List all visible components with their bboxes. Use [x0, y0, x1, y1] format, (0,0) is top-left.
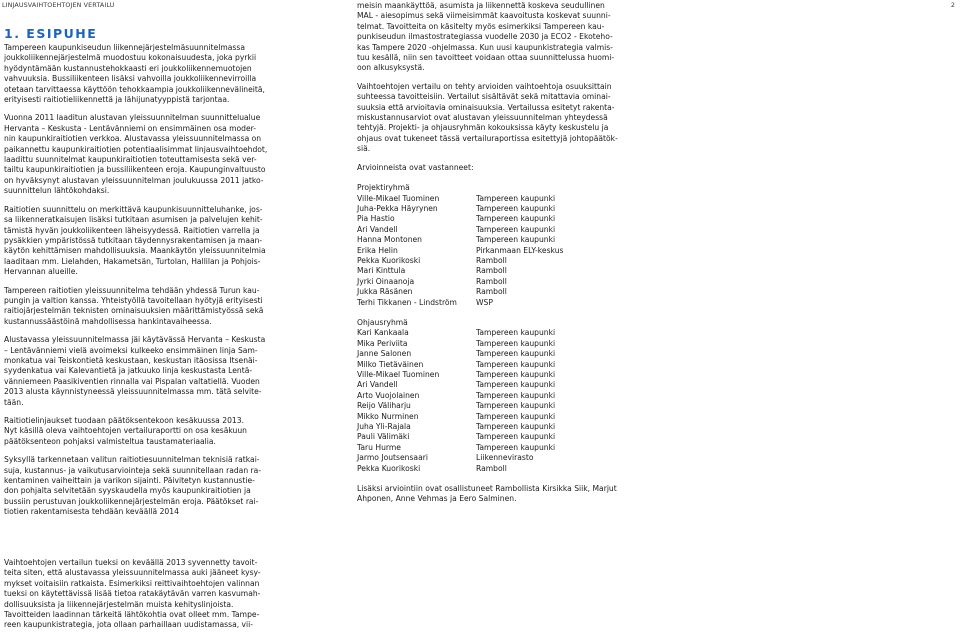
- member-name: Erika Helin: [357, 245, 398, 255]
- member-name: Pauli Välimäki: [357, 432, 410, 442]
- member-organization: Tampereen kaupunki: [476, 224, 556, 234]
- member-name: Juha-Pekka Häyrynen: [357, 203, 438, 213]
- member-organization: Ramboll: [476, 276, 507, 286]
- member-organization: Tampereen kaupunki: [476, 338, 556, 348]
- steering-group-title: Ohjausryhmä: [357, 317, 408, 327]
- member-name: Pekka Kuorikoski: [357, 255, 421, 265]
- member-organization: Tampereen kaupunki: [476, 370, 556, 379]
- member-organization: Ramboll: [476, 287, 507, 297]
- member-row: [357, 422, 555, 432]
- member-row: [357, 401, 555, 411]
- member-organization: Tampereen kaupunki: [476, 422, 556, 432]
- member-organization: Liikennevirasto: [476, 453, 534, 463]
- member-row: [357, 256, 564, 266]
- member-row: [357, 391, 555, 401]
- member-row: [357, 225, 564, 235]
- member-name: Mari Kinttula: [357, 266, 406, 276]
- member-name: Reijo Väliharju: [357, 401, 411, 411]
- member-name: Ville-Mikael Tuominen: [357, 193, 440, 203]
- paragraph: Vaihtoehtojen vertailun tueksi on keväällä 2013 syvennetty tavoit- teita siten, että alustavassa yleissuunnitelmassa auki jääneet kysy- mykset voitaisiin ratkaista. Esimerkiksi reittivaihtoehtojen valinnan tueksi on käytettävissä lisää tietoa ratakäytävän varren kasvumah- dollisuuksista ja liikennejärjestelmän muista kehityslinjoista. Tavoitteiden laadinnan tärkeitä lähtökohtia ovat olleet mm. Tampe- reen kaupunkistrategia, jota ollaan parhaillaan uudistamassa, vii-: [4, 558, 261, 630]
- member-row: [357, 204, 564, 214]
- evaluators-label: Arvioinneista ovat vastanneet:: [357, 162, 474, 172]
- member-row: [357, 412, 555, 422]
- member-name: Pekka Kuorikoski: [357, 463, 421, 473]
- right-column: [357, 1, 657, 505]
- member-row: [357, 266, 564, 276]
- member-name: Pia Hastio: [357, 214, 395, 224]
- paragraph: Tampereen raitiotien yleissuunnitelma tehdään yhdessä Turun kau- pungin ja valtion kanssa. Yhteistyöllä tavoitellaan hyötyjä erityisesti raitiojärjestelmän teknisten ominaisuuksien määrittämistyössä sekä kustannussäästöinä mahdollisessa hankintavaiheessa.: [4, 285, 264, 326]
- member-organization: Ramboll: [476, 266, 507, 276]
- paragraph: Vuonna 2011 laaditun alustavan yleissuunnitelman suunnittelualue Hervanta – Keskusta - Lentävänniemi on ensimmäinen osa moder- nin kaupunkiraitiotien verkkoa. Alustavassa yleissuunnitelmassa on paikannettu kaupunkiraitiotien potentiaalisimmat linjausvaihtoehdot, laadittu suunnitelmat kaupunkiraitiotien toteuttamisesta sekä ver- tailtu kaupunkiraitiotien ja bussiliikenteen eroja. Kaupunginvaltuusto on hyväksynyt alustavan yleissuunnitelman joulukuussa 2011 jatko- suunnittelun lähtökohdaksi.: [4, 113, 268, 196]
- member-name: Juha Yli-Rajala: [357, 422, 411, 432]
- steering-group-list: [357, 328, 555, 474]
- paragraph: Tampereen kaupunkiseudun liikennejärjestelmäsuunnitelmassa joukkoliikennejärjestelmä muodostuu kokonaisuudesta, joka pyrkii hyödyntämään kustannustehokkaasti eri joukkoliikennemuotojen vahvuuksia. Bussiliikenteen lisäksi vahvoilla joukkoliikennevirroilla otetaan tarvittaessa käyttöön tehokkaampia joukkoliikennevälineitä, erityisesti raitiotieliikennettä ja lähijunatyyppistä tarjontaa.: [4, 43, 265, 105]
- member-organization: Tampereen kaupunki: [476, 411, 556, 421]
- member-row: [357, 298, 564, 308]
- member-name: Arto Vuojolainen: [357, 390, 420, 400]
- member-organization: Tampereen kaupunki: [476, 359, 556, 369]
- member-row: [357, 339, 555, 349]
- member-name: Terhi Tikkanen - Lindström: [357, 297, 457, 307]
- member-name: Mika Periviita: [357, 338, 408, 348]
- member-row: [357, 246, 564, 256]
- bottom-paragraph-block: [4, 558, 306, 631]
- member-organization: Tampereen kaupunki: [476, 193, 556, 203]
- member-organization: Ramboll: [476, 463, 507, 473]
- project-group-title: Projektiryhmä: [357, 183, 410, 193]
- member-row: [357, 277, 564, 287]
- running-header-title: LINJAUSVAIHTOEHTOJEN VERTAILU: [2, 1, 115, 9]
- member-row: [357, 443, 555, 453]
- member-organization: Ramboll: [476, 255, 507, 265]
- member-row: [357, 349, 555, 359]
- member-organization: Tampereen kaupunki: [476, 203, 556, 213]
- member-organization: Tampereen kaupunki: [476, 214, 556, 224]
- member-name: Taru Hurme: [357, 442, 401, 452]
- section-heading: 1. ESIPUHE: [4, 26, 98, 41]
- paragraph: Vaihtoehtojen vertailu on tehty arvioiden vaihtoehtoja osuuksittain suhteessa tavoitteisiin. Vertailut sisältävät sekä mitattavia ominai- suuksia että arvioitavia ominaisuuksia. Vertailussa esitetyt rakenta- miskustannusarviot ovat alustavan yleissuunnitelman yhteydessä tehtyjä. Projekti- ja ohjausryhmän kokouksissa käyty keskustelu ja ohjaus ovat tukeneet tässä vertailuraportissa esitettyjä johtopäätök- siä.: [357, 81, 618, 154]
- member-row: [357, 328, 555, 338]
- member-row: [357, 370, 555, 380]
- paragraph: meisin maankäyttöä, asumista ja liikennettä koskeva seudullinen MAL - aiesopimus sekä viimeisimmät kaavoitusta koskevat suunni- telmat. Tavoitteita on käsitelty myös esimerkiksi Tampereen kau- punkiseudun ilmastostrategiassa vuodelle 2030 ja ECO2 - Ekoteho- kas Tampere 2020 -ohjelmassa. Kun uusi kaupunkistrategia valmis- tuu kesällä, niin sen tavoitteet voidaan ottaa suunnittelussa huomi- oon alkusyksystä.: [357, 1, 615, 73]
- page-number: 2: [950, 1, 955, 9]
- member-organization: WSP: [476, 297, 493, 307]
- member-row: [357, 194, 564, 204]
- project-group-list: [357, 194, 564, 308]
- member-row: [357, 360, 555, 370]
- member-organization: Tampereen kaupunki: [476, 235, 556, 245]
- member-row: [357, 380, 555, 390]
- member-row: [357, 453, 555, 463]
- paragraph: Syksyllä tarkennetaan valitun raitiotiesuunnitelman teknisiä ratkai- suja, kustannus- ja vaikutusarviointeja sekä suunnitellaan radan ra- kentaminen vaiheittain ja varikon sijainti. Päivitetyn kustannustie- don pohjalta selvitetään syyskaudella myös kaupunkiraitiotien ja bussiin perustuvan joukkoliikennejärjestelmän eroja. Päätökset rai- tiotien rakentamisesta tehdään keväällä 2014: [4, 455, 262, 517]
- member-organization: Tampereen kaupunki: [476, 328, 556, 338]
- left-column: [4, 43, 306, 518]
- paragraph: Raitiotien suunnittelu on merkittävä kaupunkisuunnitteluhanke, jos- sa liikenneratkaisujen lisäksi tutkitaan asumisen ja palvelujen kehit- tämistä hyvän joukkoliikenteen läheisyydessä. Raitiotien varrella ja pysäkkien ympäristössä tutkitaan täydennysrakentamisen ja maan- käytön kehittämisen mahdollisuuksia. Maankäytön yleissuunnitelmia laaditaan mm. Lielahden, Hakametsän, Turtolan, Hallilan ja Pohjois- Hervannan alueille.: [4, 204, 266, 277]
- member-name: Jyrki Oinaanoja: [357, 276, 415, 286]
- member-organization: Tampereen kaupunki: [476, 349, 556, 359]
- member-name: Jukka Räsänen: [357, 287, 413, 297]
- member-row: [357, 287, 564, 297]
- member-name: Jarmo Joutsensaari: [357, 453, 428, 463]
- member-name: Milko Tietäväinen: [357, 359, 424, 369]
- member-name: Hanna Montonen: [357, 235, 422, 245]
- member-row: [357, 214, 564, 224]
- member-name: Ari Vandell: [357, 224, 398, 234]
- paragraph: Lisäksi arviointiin ovat osallistuneet Rambollista Kirsikka Siik, Marjut Ahponen, Anne Vehmas ja Eero Salminen.: [357, 484, 617, 504]
- member-row: [357, 432, 555, 442]
- member-name: Ville-Mikael Tuominen: [357, 370, 440, 379]
- paragraph: Raitiotielinjaukset tuodaan päätöksentekoon kesäkuussa 2013. Nyt käsillä oleva vaihtoehtojen vertailuraportti on osa kesäkuun päätöksenteon pohjaksi valmisteltua taustamateriaalia.: [4, 416, 247, 446]
- member-organization: Tampereen kaupunki: [476, 432, 556, 442]
- member-row: [357, 235, 564, 245]
- paragraph: Alustavassa yleissuunnitelmassa jäi käytävässä Hervanta – Keskusta – Lentävänniemi vielä avoimeksi kulkeeko ensimmäinen linja Sam- monkatua vai Teiskontietä keskustaan, keskustan itäosissa Itsenäi- syydenkatua vai Kalevantietä ja jatkuuko linja keskustasta Lentä- vänniemeen Paasikiventien rinnalla vai Pispalan valtatiellä. Vuoden 2013 alusta käynnistyneessä yleissuunnitelmassa mm. tätä selvite- tään.: [4, 335, 266, 407]
- member-name: Kari Kankaala: [357, 328, 409, 338]
- member-organization: Tampereen kaupunki: [476, 442, 556, 452]
- member-row: [357, 464, 555, 474]
- member-name: Janne Salonen: [357, 349, 412, 359]
- member-organization: Tampereen kaupunki: [476, 390, 556, 400]
- member-name: Mikko Nurminen: [357, 411, 419, 421]
- member-name: Ari Vandell: [357, 380, 398, 390]
- member-organization: Tampereen kaupunki: [476, 380, 556, 390]
- member-organization: Pirkanmaan ELY-keskus: [476, 245, 564, 255]
- member-organization: Tampereen kaupunki: [476, 401, 556, 411]
